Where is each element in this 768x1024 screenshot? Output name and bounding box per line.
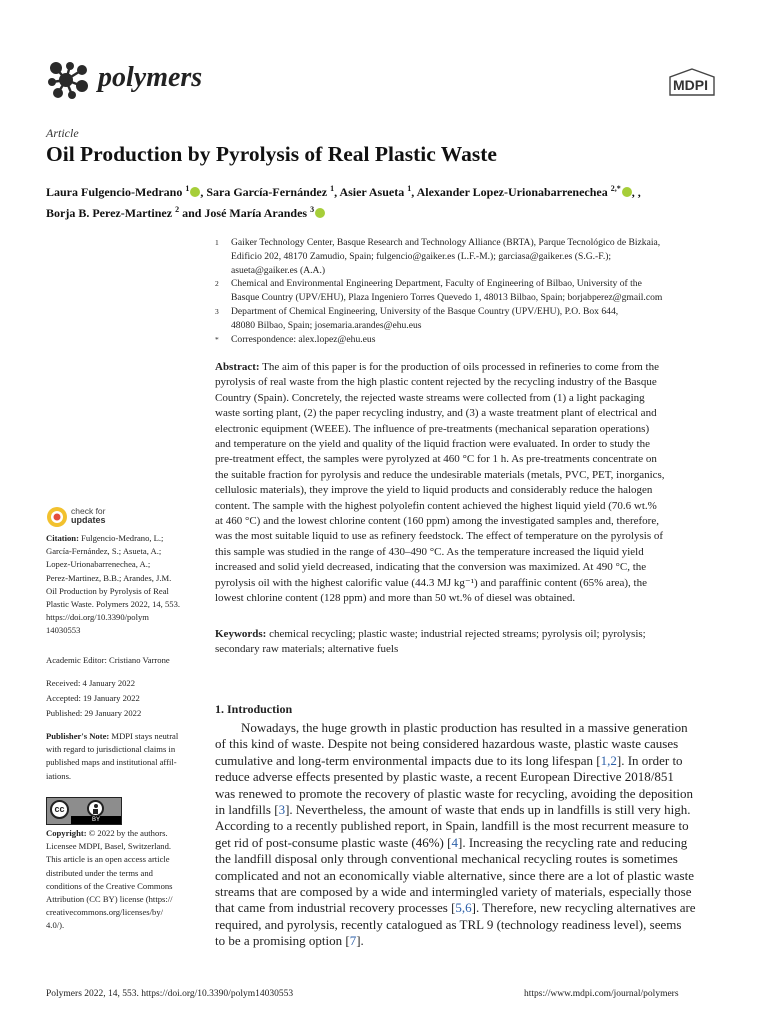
received-date: Received: 4 January 2022 [46,678,136,688]
citation-label: Citation: [46,533,79,543]
affiliation-number: 3 [215,306,219,316]
abstract-text: The aim of this paper is for the production of oils processed in refineries to come from the [262,361,659,373]
citation-text: Perez-Martinez, B.B.; Arandes, J.M. [46,572,172,583]
polymers-logo-icon [46,60,92,100]
author-affiliation-sup: 1 [185,184,190,193]
attribution-person-icon [87,800,104,817]
abstract-line [215,560,721,575]
author-affiliation-sup: 2 [175,205,180,214]
abstract-text: at 460 °C) and the lowest chlorine content (160 ppm) among the investigated samples and, therefore, [215,515,659,528]
check-for-updates-icon [46,506,68,528]
affiliation-line: Gaiker Technology Center, Basque Research and Technology Alliance (BRTA), Parque Tecnológico de Bizkaia, [231,237,661,248]
author-affiliation-sup: 3 [310,205,315,214]
abstract-text: cellulosic materials), they improve the yield to liquid products and considerably reduce the halogen [215,484,653,497]
abstract-text: the suitable fraction for pyrolysis and reduce the undesirable materials (metals, PVC, PET, inorganics, [215,468,665,481]
affiliation-number: 1 [215,238,219,247]
abstract-line [215,514,721,529]
author-list [46,180,726,222]
citation-link[interactable]: 7 [349,933,357,949]
abstract-text: content. The sample with the highest polyolefin content achieved the highest liquid yield (70.6 wt.% [215,499,657,512]
keywords [215,627,721,658]
citation-text: Oil Production by Pyrolysis of Real [46,585,169,596]
check-for-updates[interactable] [46,504,166,530]
citation-text: Plastic Waste. Polymers 2022, 14, 553. [46,599,181,610]
footer-citation [46,989,293,999]
affiliation-line: 48080 Bilbao, Spain; josemaria.arandes@ehu.eus [231,319,422,331]
abstract-line [215,437,721,452]
abstract-text: Country (Spain). Concretely, the rejected waste streams were collected from (1) a light packaging [215,391,645,404]
abstract-line [215,375,721,390]
citation-link[interactable]: 4 [451,834,458,850]
abstract-text: increased and solid yield decreased, indicating that the conversion was maximized. At 490 °C, the [215,561,647,574]
citation-line [46,598,196,611]
affiliation-text [231,333,727,347]
intro-line: cumulative and long-term environmental impacts due to its long lifespan [1,2]. In order to [215,752,683,768]
citation-link[interactable]: 5,6 [455,900,472,916]
abstract-text: pyrolysis oil with the highest calorific value (44.3 MJ kg⁻¹) and paraffinic content (65% area), the [215,576,647,589]
affiliation-line: Edificio 202, 48170 Zamudio, Spain; fulgencio@gaiker.es (L.F.-M.); garciasa@gaiker.es (S.G.-F.); [231,250,612,262]
copyright-line [46,853,198,866]
affiliation-line: Chemical and Environmental Engineering Department, Faculty of Engineering of Bilbao, University of the [231,278,642,290]
note-line [46,756,198,769]
keywords-line-1: chemical recycling; plastic waste; industrial rejected streams; pyrolysis oil; pyrolysis; [269,628,646,640]
abstract-line [215,529,721,544]
copyright-text: Licensee MDPI, Basel, Switzerland. [46,841,172,852]
copyright-text: creativecommons.org/licenses/by/ [46,907,164,918]
note-line [46,743,198,756]
abstract-text: was the most suitable liquid to use as refinery feedstock. The effect of temperature on the pyrolysis of [215,530,664,543]
citation-line [46,545,196,558]
abstract-text: electronic equipment (WEEE). The influence of pre-treatments (mechanical separation operations) [215,422,650,435]
copyright-line [46,893,198,906]
copyright-text: 4.0/). [46,920,65,931]
affiliation-number: * [215,334,219,344]
abstract-label: Abstract: [215,361,260,373]
author-line-1: Laura Fulgencio-Medrano $^1$ , Sara García-Fernández $^1$, Asier Asueta $^1$, Alexander Lopez-Urionabarrenechea $^{2,*}$ , , [46,184,641,199]
mdpi-label: MDPI [673,77,708,93]
updates-label: updates [71,515,106,525]
abstract-text: pyrolysis of real waste from the high plastic content rejected by the recycling industry of the Basque [215,376,657,389]
affiliation-text [231,236,727,277]
intro-line: Nowadays, the huge growth in plastic production has resulted in a massive generation [241,720,688,735]
citation-line [46,585,196,598]
footer-journal-url[interactable]: https://www.mdpi.com/journal/polymers [524,989,679,999]
cc-by-license-badge[interactable] [46,797,122,825]
author-name: Borja B. Perez-Martinez [46,206,173,220]
abstract-line [215,422,721,437]
abstract-line [215,468,721,483]
affiliations [215,236,727,346]
author-affiliation-sup: 1 [330,184,335,193]
note-line [46,770,198,783]
citation-line [46,572,196,585]
copyright-line [46,880,198,893]
citation-line [46,532,196,545]
intro-line: complicated and not an economically viable alternative, since there are a lot of plastic waste [215,867,694,883]
affiliation-line: asueta@gaiker.es (A.A.) [231,264,326,276]
abstract-text: waste sorting plant, (2) the paper recycling industry, and (3) a waste treatment plant of electrical and [215,407,657,420]
academic-editor: Academic Editor: Cristiano Varrone [46,655,170,665]
orcid-icon[interactable] [190,187,200,197]
note-label: Publisher's Note: [46,731,110,741]
note-text: iations. [46,770,72,781]
footer-citation-text: Polymers 2022, 14, 553. https://doi.org/10.3390/polym14030553 [46,989,294,999]
author-line-2: Borja B. Perez-Martinez $^2$ and José María Arandes $^3$ [46,201,726,222]
introduction-body [215,720,721,950]
citation-text: Fulgencio-Medrano, L.; [81,533,164,543]
copyright-line [46,867,198,880]
abstract-text: pre-treatment effect, the samples were pyrolyzed at 460 °C for 1 h. As pre-treatments concentrate on [215,453,657,466]
copyright-line [46,906,198,919]
author-name: Asier Asueta [339,185,405,199]
author-name: Laura Fulgencio-Medrano [46,185,183,199]
intro-line: was renewed to promote the recovery of plastic waste for recycling, avoiding the deposition [215,785,693,801]
affiliation-line: Correspondence: alex.lopez@ehu.eus [231,333,376,345]
published-date: Published: 29 January 2022 [46,708,142,718]
affiliation-text [231,277,727,305]
abstract-line [215,483,721,498]
affiliation-number: 2 [215,279,219,289]
note-text: MDPI stays neutral [111,731,179,741]
check-for-label: check for [71,506,106,516]
abstract-line [215,391,721,406]
citation-link[interactable]: 1,2 [600,752,617,768]
intro-line: required, and pyrolysis, recently catalogued as TRL 9 (technology readiness level), seems [215,916,682,932]
copyright-text: distributed under the terms and [46,867,153,878]
abstract-text: this sample was studied in the range of 430–490 °C. As the temperature increased the liquid yield [215,545,644,558]
copyright-line [46,827,198,840]
abstract-text: and temperature on the yield and quality of the liquid fraction were evaluated. In order to study the [215,438,650,451]
citation-text: 14030553 [46,625,81,636]
orcid-icon[interactable] [315,208,325,218]
author-name: José María Arandes [204,206,308,220]
abstract-line [215,545,721,560]
citation-text: Lopez-Urionabarrenechea, A.; [46,559,151,570]
author-affiliation-sup: 1 [407,184,412,193]
abstract-line [215,360,721,375]
keywords-label: Keywords: [215,628,267,640]
abstract-line [215,406,721,421]
copyright [46,827,198,933]
affiliation [215,236,727,277]
abstract-line [215,452,721,467]
citation-line [46,611,196,624]
cc-icon: cc [50,800,69,819]
copyright-text: © 2022 by the authors. [88,828,168,838]
author-name: Sara García-Fernández [206,185,328,199]
intro-line: get rid of post-consume plastic waste (46%) [4]. Increasing the recycling rate and reducing [215,834,688,850]
journal-name: polymers [98,62,203,93]
by-label: BY [71,816,121,824]
copyright-text: conditions of the Creative Commons [46,880,173,891]
affiliation-line: Department of Chemical Engineering, University of the Basque Country (UPV/EHU), P.O. Box 644, [231,305,619,317]
note-text: published maps and institutional affil- [46,757,177,768]
intro-line: to be a promising option [7]. [215,933,364,949]
accepted-date: Accepted: 19 January 2022 [46,693,140,703]
abstract [215,360,721,607]
citation-text: https://doi.org/10.3390/polym [46,612,149,623]
copyright-text: This article is an open access article [46,854,170,865]
citation [46,532,196,638]
intro-line: that came from industrial recovery processes [5,6]. Therefore, new recycling alternatives are [215,900,696,916]
abstract-line [215,576,721,591]
affiliation-line: Basque Country (UPV/EHU), Plaza Ingeniero Torres Quevedo 1, 48013 Bilbao, Spain; borjabperez@gmail.com [231,292,663,304]
copyright-line [46,919,198,932]
intro-line: the landfill disposal only through conventional mechanical recycling routes is sometimes [215,851,678,867]
copyright-line [46,840,198,853]
intro-line: in landfills [3]. Nevertheless, the amount of waste that ends up in landfills is still very high. [215,802,691,818]
citation-line [46,624,196,637]
citation-text: García-Fernández, S.; Asueta, A.; [46,546,162,557]
citation-line [46,558,196,571]
affiliation-text [231,305,727,333]
intro-line: of this kind of waste. Despite not being considered hazardous waste, plastic waste causes [215,736,679,752]
author-name: Alexander Lopez-Urionabarrenechea [416,185,608,199]
orcid-icon[interactable] [622,187,632,197]
abstract-line [215,591,721,606]
keywords-line-2: secondary raw materials; alternative fuels [215,643,399,656]
copyright-label: Copyright: [46,828,87,838]
note-text: with regard to jurisdictional claims in [46,744,176,755]
intro-line: reduce adverse effects presented by plastic waste, a recent European Directive 2018/851 [215,769,674,785]
article-type: Article [46,126,79,140]
author-affiliation-sup: 2,* [610,184,621,193]
publishers-note [46,730,198,783]
abstract-line [215,499,721,514]
copyright-text: Attribution (CC BY) license (https:// [46,894,173,905]
mdpi-logo[interactable] [668,68,716,96]
note-line [46,730,198,743]
affiliation [215,277,727,305]
journal-logo[interactable] [46,60,226,100]
section-heading-introduction: 1. Introduction [215,702,293,716]
affiliation [215,305,727,333]
abstract-text: lowest chlorine content (128 ppm) and more than 50 wt.% of diesel was obtained. [215,592,576,605]
page-title: Oil Production by Pyrolysis of Real Plastic Waste [46,142,497,166]
intro-line: According to a recently published report, in Spain, landfill is the most recurrent measure to [215,818,689,834]
citation-link[interactable]: 3 [278,802,286,818]
intro-line: streams that are composed by a wide and intermingled variety of materials, especially those [215,884,692,900]
affiliation [215,333,727,347]
